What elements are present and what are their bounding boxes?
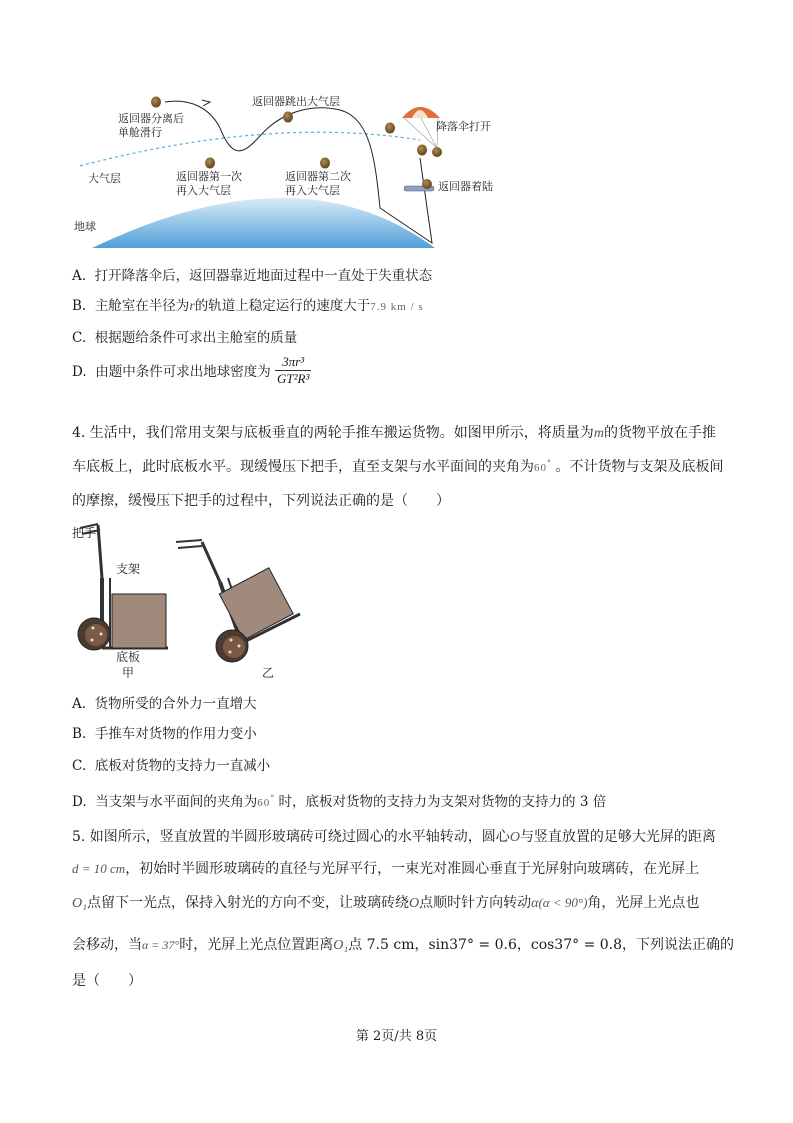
q4-option-b: B. 手推车对货物的作用力变小 [72, 726, 257, 742]
earth-shape [92, 198, 435, 248]
q3-option-a: A. 打开降落伞后，返回器靠近地面过程中一直处于失重状态 [72, 268, 433, 284]
pod-icon [422, 179, 432, 189]
density-fraction: $\frac{\text{3πr³}}{\text{GT²R³}}$ [277, 354, 310, 386]
q3-option-d: D. 由题中条件可求出地球密度为 $\frac{\text{3πr³}}{\text{GT²R³}}$ [72, 354, 310, 386]
handtruck-figure [72, 520, 312, 680]
q5-line3: O₁点留下一光点，保持入射光的方向不变，让玻璃砖绕O点顺时针方向转动α(α < 90°)角，光屏上光点也 [72, 895, 700, 911]
label-reentry2: 返回器第二次 再入大气层 [285, 170, 351, 197]
q4-stem-line1: 4. 生活中，我们常用支架与底板垂直的两轮手推车搬运货物。如图甲所示，将质量为m的货物平放在手推 [72, 425, 716, 441]
pod-icon [417, 145, 427, 156]
pod-icon [151, 97, 161, 108]
handtruck-yi [176, 540, 300, 662]
pod-icon [320, 158, 330, 169]
label-reentry1: 返回器第一次 再入大气层 [176, 170, 242, 197]
q5-line2: d = 10 cm，初始时半圆形玻璃砖的直径与光屏平行，一束光对准圆心垂直于光屏射向玻璃砖，在光屏上 [72, 861, 700, 877]
pod-icon [385, 123, 395, 134]
q5-line1: 5. 如图所示，竖直放置的半圆形玻璃砖可绕过圆心的水平轴转动，圆心O与竖直放置的足够大光屏的距离 [72, 829, 716, 845]
reentry-figure [70, 88, 532, 250]
label-earth: 地球 [74, 220, 96, 233]
page-footer: 第 2页/共 8页 [355, 1029, 438, 1044]
q5-line5: 是（ ） [72, 973, 142, 989]
label-base: 底板 [116, 650, 141, 664]
label-skip: 返回器跳出大气层 [252, 95, 340, 108]
label-handle: 把手 [72, 526, 97, 540]
q3-option-c: C. 根据题给条件可求出主舱室的质量 [72, 330, 298, 346]
label-landing: 返回器着陆 [438, 180, 493, 193]
label-jia: 甲 [122, 666, 135, 680]
trajectory-arrow [202, 100, 210, 106]
q4-option-c: C. 底板对货物的支持力一直减小 [72, 758, 271, 774]
q4-option-d: D. 当支架与水平面间的夹角为60° 时，底板对货物的支持力为支架对货物的支持力的 3 倍 [72, 793, 607, 810]
q4-option-a: A. 货物所受的合外力一直增大 [72, 696, 257, 712]
pod-icon [283, 112, 293, 123]
q5-line4: 会移动，当α = 37°时，光屏上光点位置距离O₁点 7.5 cm，sin37° = 0.6，cos37° = 0.8，下列说法正确的 [72, 937, 735, 953]
label-atmosphere: 大气层 [88, 172, 121, 185]
pod-icon [205, 158, 215, 169]
label-bracket: 支架 [116, 562, 141, 576]
label-separate: 返回器分离后 单舱滑行 [118, 112, 184, 139]
q4-stem-line2: 车底板上，此时底板水平。现缓慢压下把手，直至支架与水平面间的夹角为60° 。不计货物与支架及底板间 [72, 458, 724, 475]
q3-option-b: B. 主舱室在半径为r的轨道上稳定运行的速度大于7.9 km / s [72, 298, 424, 314]
handtruck-diagram [72, 520, 312, 680]
handtruck-jia [78, 524, 168, 650]
label-yi: 乙 [262, 666, 275, 680]
label-parachute: 降落伞打开 [436, 120, 491, 133]
q4-stem-line3: 的摩擦，缓慢压下把手的过程中，下列说法正确的是（ ） [72, 493, 450, 509]
